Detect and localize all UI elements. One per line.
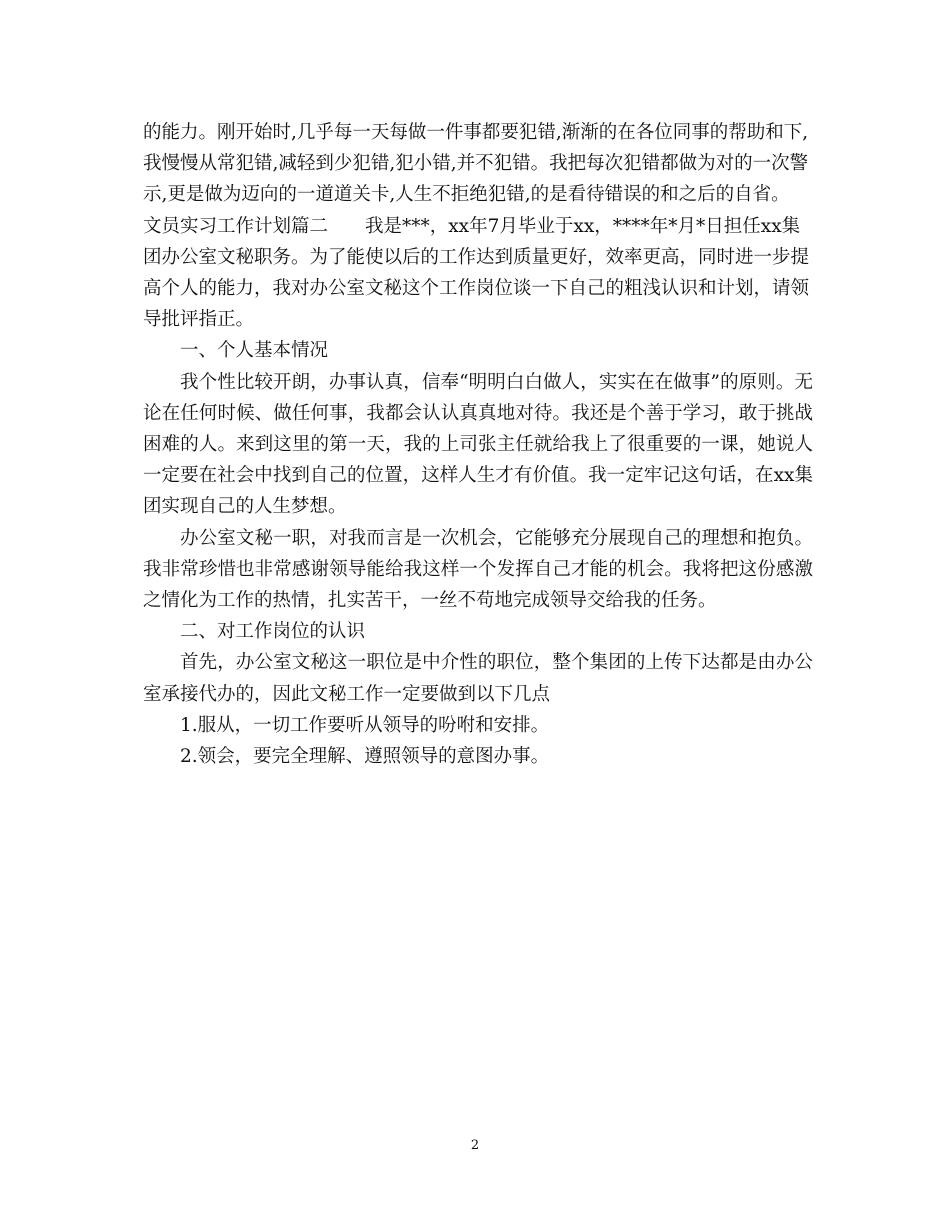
paragraph-opportunity: 办公室文秘一职，对我而言是一次机会，它能够充分展现自己的理想和抱负。我非常珍惜也非常感谢领导能给我这样一个发挥自己才能的机会。我将把这份感激之情化为工作的热情，扎实苦干，一丝不苟地完成领导交给我的任务。	[143, 527, 813, 612]
paragraph-job-role: 首先，办公室文秘这一职位是中介性的职位，整个集团的上传下达都是由办公室承接代办的，因此文秘工作一定要做到以下几点	[143, 652, 813, 705]
list-item-obey: 1.服从，一切工作要听从领导的吩咐和安排。	[180, 714, 550, 736]
list-item-understand: 2.领会，要完全理解、遵照领导的意图办事。	[180, 746, 550, 768]
heading-personal-info: 一、个人基本情况	[180, 340, 329, 362]
paragraph-continuation: 的能力。刚开始时,几乎每一天每做一件事都要犯错,渐渐的在各位同事的帮助和下,我慢慢从常犯错,减轻到少犯错,犯小错,并不犯错。我把每次犯错都做为对的一次警示,更是做为迈向的一道道关卡,人生不拒绝犯错,的是看待错误的和之后的自省。	[143, 122, 809, 206]
paragraph-section-heading-two: 文员实习工作计划篇二 我是***，xx年7月毕业于xx，****年*月*日担任xx集团办公室文秘职务。为了能使以后的工作达到质量更好，效率更高，同时进一步提高个人的能力，我对办公室文秘这个工作岗位谈一下自己的粗浅认识和计划，请领导批评指正。	[143, 215, 810, 331]
heading-job-understanding: 二、对工作岗位的认识	[180, 621, 366, 643]
page-number: 2	[470, 1138, 480, 1153]
paragraph-personality: 我个性比较开朗，办事认真，信奉“明明白白做人，实实在在做事”的原则。无论在任何时候、做任何事，我都会认认真真地对待。我还是个善于学习，敢于挑战困难的人。来到这里的第一天，我的上司张主任就给我上了很重要的一课，她说人一定要在社会中找到自己的位置，这样人生才有价值。我一定牢记这句话，在xx集团实现自己的人生梦想。	[143, 371, 813, 518]
page-body	[143, 117, 813, 772]
